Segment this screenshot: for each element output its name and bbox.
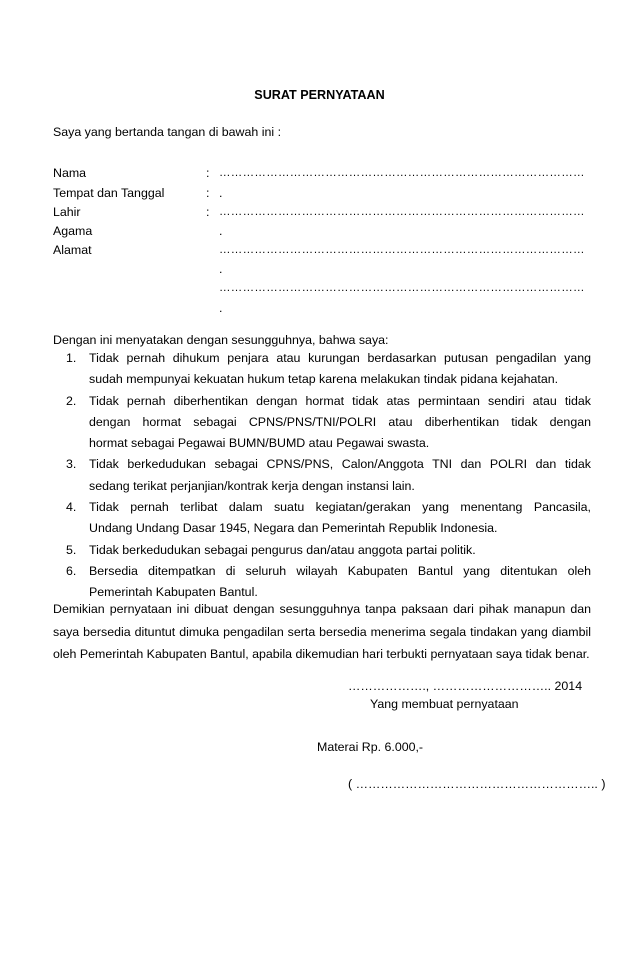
- field-colon-lahir: :: [206, 205, 210, 219]
- field-colon-tempat: :: [206, 186, 210, 200]
- field-value-alamat-dot-2: .: [219, 301, 223, 315]
- list-item-number: 1.: [66, 351, 77, 365]
- list-item-line: dengan hormat sebagai CPNS/PNS/TNI/POLRI atau diberhentikan tidak dengan: [89, 414, 591, 429]
- closing-line: saya bersedia dituntut dimuka pengadilan serta bersedia menerima segala tindakan yang diambil: [53, 624, 591, 639]
- list-item-line: Tidak pernah dihukum penjara atau kurungan berdasarkan putusan pengadilan yang: [89, 351, 591, 365]
- closing-line: Demikian pernyataan ini dibuat dengan sesungguhnya tanpa paksaan dari pihak manapun dan: [53, 602, 591, 616]
- field-label-agama: Agama: [53, 224, 93, 238]
- field-value-alamat-dot-1: .: [219, 262, 223, 276]
- list-item: [53, 454, 591, 497]
- list-item-line: Pemerintah Kabupaten Bantul.: [89, 585, 258, 600]
- field-value-lahir: …………………………………………………………………………………: [219, 206, 585, 218]
- list-item-number: 3.: [66, 457, 77, 472]
- closing-paragraph: [53, 598, 591, 666]
- list-item-number: 4.: [66, 500, 77, 515]
- field-value-alamat-2: …………………………………………………………………………………: [219, 282, 585, 294]
- field-value-agama-dot: .: [219, 224, 223, 238]
- statement-list: [53, 348, 591, 604]
- closing-line: oleh Pemerintah Kabupaten Bantul, apabila dikemudian hari terbukti pernyataan saya tidak benar.: [53, 647, 590, 662]
- list-item-line: Tidak pernah diberhentikan dengan hormat tidak atas permintaan sendiri atau tidak: [89, 393, 591, 408]
- materai-label: Materai Rp. 6.000,-: [317, 740, 424, 754]
- list-item-number: 2.: [66, 393, 77, 408]
- signature-date: ………………., ……………………….. 2014: [348, 679, 583, 693]
- field-value-alamat-1: …………………………………………………………………………………: [219, 244, 585, 256]
- list-item-line: sedang terikat perjanjian/kontrak kerja dengan instansi lain.: [89, 478, 415, 493]
- list-item-line: Tidak pernah terlibat dalam suatu kegiatan/gerakan yang menentang Pancasila,: [89, 500, 591, 515]
- signature-name-placeholder: ( ………………………………………………….. ): [348, 777, 606, 791]
- list-item-line: Undang Undang Dasar 1945, Negara dan Pemerintah Republik Indonesia.: [89, 521, 498, 536]
- field-value-tempat-dot: .: [219, 186, 223, 200]
- list-item-line: Tidak berkedudukan sebagai CPNS/PNS, Calon/Anggota TNI dan POLRI dan tidak: [89, 457, 591, 472]
- list-item: [53, 540, 591, 561]
- signature-maker-label: Yang membuat pernyataan: [370, 697, 519, 711]
- document-title: SURAT PERNYATAAN: [254, 88, 385, 102]
- list-item-number: 6.: [66, 563, 77, 578]
- list-item-line: sudah mempunyai kekuatan hukum tetap karena melakukan tindak pidana kejahatan.: [89, 372, 559, 387]
- list-item-line: Bersedia ditempatkan di seluruh wilayah Kabupaten Bantul yang ditentukan oleh: [89, 563, 591, 578]
- list-item: [53, 497, 591, 540]
- field-colon-nama: :: [206, 166, 210, 180]
- field-label-nama: Nama: [53, 166, 87, 180]
- field-label-lahir: Lahir: [53, 205, 81, 219]
- list-item: [53, 348, 591, 391]
- intro-text: Saya yang bertanda tangan di bawah ini :: [53, 125, 282, 139]
- list-item-line: hormat sebagai Pegawai BUMN/BUMD atau Pegawai swasta.: [89, 436, 430, 451]
- field-value-nama: …………………………………………………………………………………: [219, 167, 585, 179]
- field-label-alamat: Alamat: [53, 243, 92, 257]
- list-item-number: 5.: [66, 542, 77, 557]
- list-item: [53, 391, 591, 455]
- statement-intro: Dengan ini menyatakan dengan sesungguhnya, bahwa saya:: [53, 333, 389, 347]
- field-label-tempat-tanggal: Tempat dan Tanggal: [53, 186, 165, 200]
- list-item-line: Tidak berkedudukan sebagai pengurus dan/atau anggota partai politik.: [89, 542, 476, 557]
